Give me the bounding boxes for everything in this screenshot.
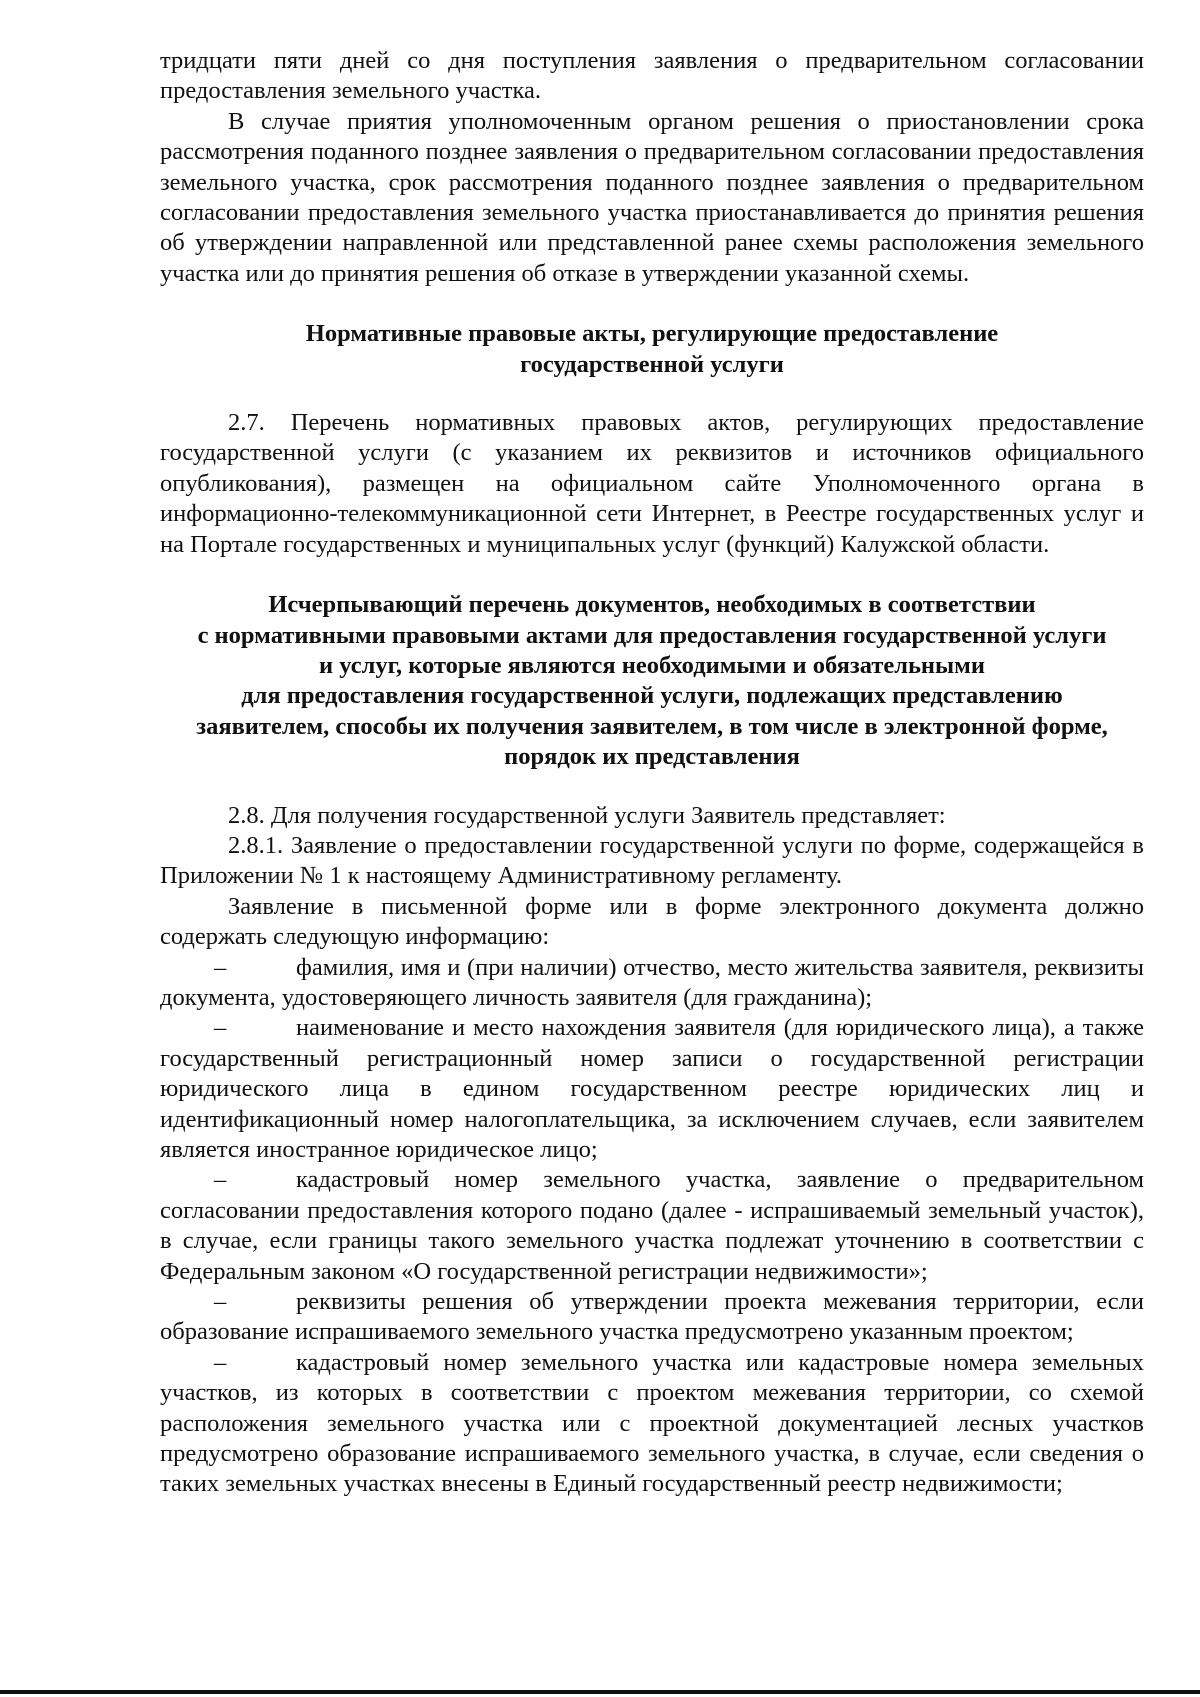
paragraph-2-7: 2.7. Перечень нормативных правовых актов, регулирующих предоставление государственной услуги (с указанием их реквизитов и источников официального опубликования), размещен на официальном сайте Уполномоченного органа в информационно-телекоммуникационной сети Интернет, в Реестре государственных услуг и на Портале государственных и муниципальных услуг (функций) Калужской области. xyxy=(160,409,1144,558)
heading-documents-list-line-3: и услуг, которые являются необходимыми и обязательными xyxy=(319,651,985,679)
document-page xyxy=(160,46,1144,1500)
heading-normative-acts xyxy=(160,319,1144,380)
paragraph-intro-continuation: тридцати пяти дней со дня поступления заявления о предварительном согласовании предоставления земельного участка. xyxy=(160,47,1144,105)
list-item xyxy=(160,1348,1144,1500)
heading-documents-list-line-1: Исчерпывающий перечень документов, необходимых в соответствии xyxy=(268,591,1036,619)
dash-marker: – xyxy=(214,1348,227,1376)
paragraph-2-8-1: 2.8.1. Заявление о предоставлении государственной услуги по форме, содержащейся в Приложении № 1 к настоящему Административному регламенту. xyxy=(160,831,1144,890)
dash-marker: – xyxy=(214,1166,227,1194)
list-item-text: наименование и место нахождения заявителя (для юридического лица), а также государственный регистрационный номер записи о государственной регистрации юридического лица в едином государственном реестре юридических лиц и идентификационный номер налогоплательщика, за исключением случаев, если заявителем является иностранное юридическое лицо; xyxy=(160,1014,1144,1163)
heading-documents-list-line-2: с нормативными правовыми актами для предоставления государственной услуги xyxy=(197,621,1107,649)
paragraph-statement-contents: Заявление в письменной форме или в форме электронного документа должно содержать следующую информацию: xyxy=(160,892,1144,951)
list-item xyxy=(160,953,1144,1014)
list-item-text: фамилия, имя и (при наличии) отчество, место жительства заявителя, реквизиты документа, удостоверяющего личность заявителя (для гражданина); xyxy=(160,953,1144,1011)
list-item-text: кадастровый номер земельного участка или кадастровые номера земельных участков, из которых в соответствии с проектом межевания территории, со схемой расположения земельного участка или с проектной документацией лесных участков предусмотрено образование испрашиваемого земельного участка, в случае, если сведения о таких земельных участках внесены в Единый государственный реестр недвижимости; xyxy=(160,1348,1144,1498)
dash-marker: – xyxy=(214,1288,227,1316)
heading-documents-list-line-5: заявителем, способы их получения заявителем, в том числе в электронной форме, xyxy=(196,712,1108,740)
paragraph-2-8: 2.8. Для получения государственной услуги Заявитель представляет: xyxy=(228,801,946,829)
paragraph-suspension-term: В случае приятия уполномоченным органом решения о приостановлении срока рассмотрения поданного позднее заявления о предварительном согласовании предоставления земельного участка, срок рассмотрения поданного позднее заявления о предварительном согласовании предоставления земельного участка приостанавливается до принятия решения об утверждении направленной или представленной ранее схемы расположения земельного участка или до принятия решения об отказе в утверждении указанной схемы. xyxy=(160,107,1144,287)
list-item xyxy=(160,1287,1144,1348)
list-item xyxy=(160,1165,1144,1287)
list-item-text: реквизиты решения об утверждении проекта межевания территории, если образование испрашиваемого земельного участка предусмотрено указанным проектом; xyxy=(160,1288,1144,1346)
page-bottom-edge xyxy=(0,1690,1200,1694)
heading-normative-acts-line-1: Нормативные правовые акты, регулирующие предоставление xyxy=(305,320,999,348)
list-item xyxy=(160,1013,1144,1165)
list-item-text: кадастровый номер земельного участка, заявление о предварительном согласовании предоставления которого подано (далее - испрашиваемый земельный участок), в случае, если границы такого земельного участка подлежат уточнению в соответствии с Федеральным законом «О государственной регистрации недвижимости»; xyxy=(160,1166,1144,1285)
heading-documents-list xyxy=(160,590,1144,772)
heading-normative-acts-line-2: государственной услуги xyxy=(520,350,784,378)
dash-marker: – xyxy=(214,1014,227,1042)
heading-documents-list-line-6: порядок их представления xyxy=(504,743,800,771)
dash-marker: – xyxy=(214,953,227,981)
heading-documents-list-line-4: для предоставления государственной услуги, подлежащих представлению xyxy=(241,682,1063,710)
